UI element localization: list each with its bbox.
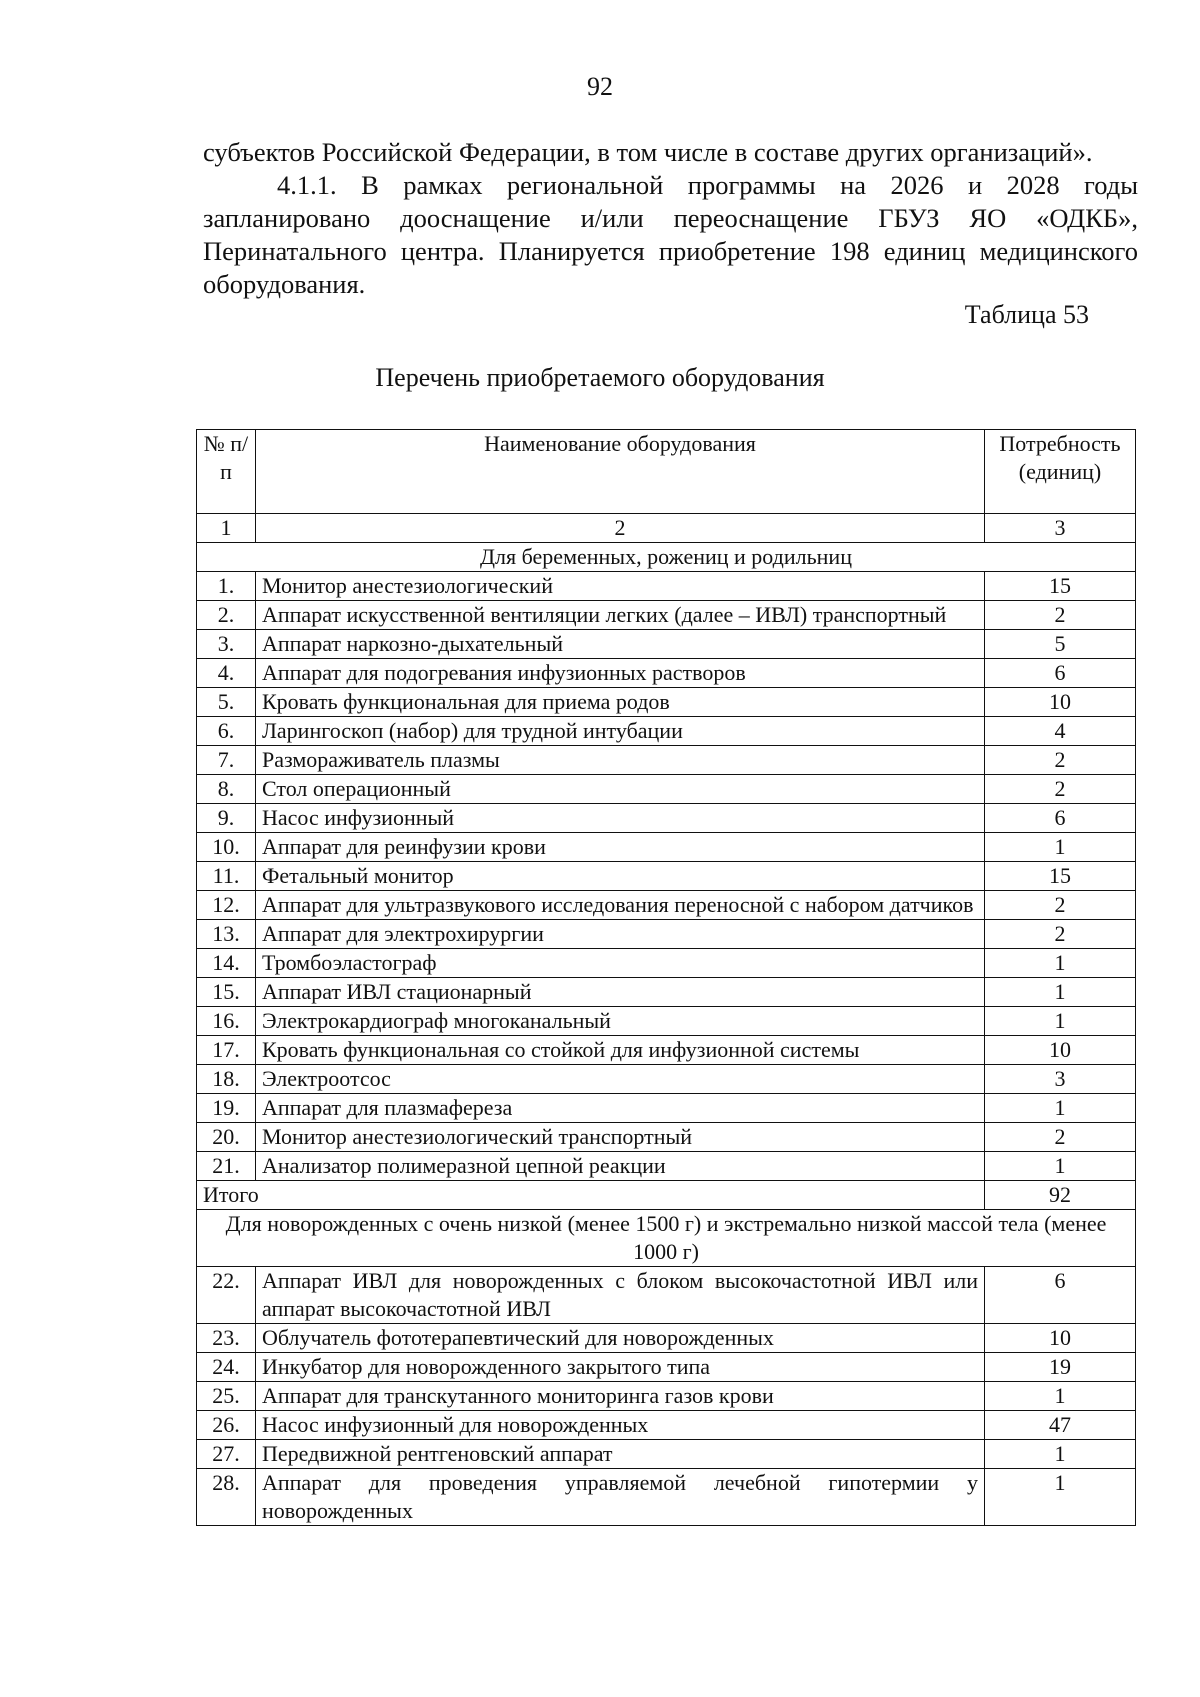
row-quantity: 10	[985, 1036, 1136, 1065]
row-number: 21.	[197, 1152, 256, 1181]
row-quantity: 3	[985, 1065, 1136, 1094]
row-quantity: 10	[985, 1324, 1136, 1353]
row-number: 23.	[197, 1324, 256, 1353]
row-name: Аппарат для электрохирургии	[256, 920, 985, 949]
row-quantity: 5	[985, 630, 1136, 659]
row-name: Электрокардиограф многоканальный	[256, 1007, 985, 1036]
row-number: 17.	[197, 1036, 256, 1065]
row-quantity: 6	[985, 1267, 1136, 1324]
row-quantity: 2	[985, 601, 1136, 630]
total-row	[197, 1181, 1136, 1210]
row-quantity: 15	[985, 572, 1136, 601]
row-number: 8.	[197, 775, 256, 804]
total-value: 92	[985, 1181, 1136, 1210]
row-number: 2.	[197, 601, 256, 630]
row-quantity: 1	[985, 978, 1136, 1007]
row-number: 11.	[197, 862, 256, 891]
column-index-row	[197, 514, 1136, 543]
section-row-pregnant	[197, 543, 1136, 572]
row-quantity: 2	[985, 920, 1136, 949]
row-number: 16.	[197, 1007, 256, 1036]
table-row	[197, 1440, 1136, 1469]
row-number: 19.	[197, 1094, 256, 1123]
section-title: Для новорожденных с очень низкой (менее 1500 г) и экстремально низкой массой тела (менее 1000 г)	[197, 1210, 1136, 1267]
table-row	[197, 1065, 1136, 1094]
row-number: 5.	[197, 688, 256, 717]
row-quantity: 15	[985, 862, 1136, 891]
table-row	[197, 891, 1136, 920]
row-quantity: 2	[985, 775, 1136, 804]
row-quantity: 6	[985, 659, 1136, 688]
row-name: Аппарат наркозно-дыхательный	[256, 630, 985, 659]
row-number: 18.	[197, 1065, 256, 1094]
row-quantity: 4	[985, 717, 1136, 746]
column-index: 2	[256, 514, 985, 543]
row-number: 4.	[197, 659, 256, 688]
row-quantity: 1	[985, 1152, 1136, 1181]
table-row	[197, 601, 1136, 630]
row-number: 10.	[197, 833, 256, 862]
section-title: Для беременных, рожениц и родильниц	[197, 543, 1136, 572]
row-number: 9.	[197, 804, 256, 833]
table-header-row	[197, 430, 1136, 514]
table-row	[197, 920, 1136, 949]
row-name: Аппарат для плазмафереза	[256, 1094, 985, 1123]
row-number: 7.	[197, 746, 256, 775]
row-number: 20.	[197, 1123, 256, 1152]
row-quantity: 1	[985, 1094, 1136, 1123]
table-row	[197, 688, 1136, 717]
table-row	[197, 804, 1136, 833]
row-name: Размораживатель плазмы	[256, 746, 985, 775]
row-name: Аппарат ИВЛ для новорожденных с блоком высокочастотной ИВЛ или аппарат высокочастотной ИВЛ	[256, 1267, 985, 1324]
row-quantity: 1	[985, 1382, 1136, 1411]
table-row	[197, 1353, 1136, 1382]
row-name: Монитор анестезиологический транспортный	[256, 1123, 985, 1152]
table-row	[197, 1036, 1136, 1065]
row-name: Тромбоэластограф	[256, 949, 985, 978]
row-quantity: 47	[985, 1411, 1136, 1440]
table-row	[197, 659, 1136, 688]
row-quantity: 1	[985, 1440, 1136, 1469]
row-name: Аппарат для реинфузии крови	[256, 833, 985, 862]
row-quantity: 1	[985, 1007, 1136, 1036]
table-row	[197, 572, 1136, 601]
table-row	[197, 775, 1136, 804]
table-row	[197, 1123, 1136, 1152]
row-name: Насос инфузионный	[256, 804, 985, 833]
row-name: Аппарат искусственной вентиляции легких (далее – ИВЛ) транспортный	[256, 601, 985, 630]
page-number: 92	[587, 72, 613, 101]
table-label: Таблица 53	[964, 300, 1089, 329]
table-row	[197, 746, 1136, 775]
table-title: Перечень приобретаемого оборудования	[375, 363, 825, 392]
row-name: Кровать функциональная для приема родов	[256, 688, 985, 717]
row-number: 24.	[197, 1353, 256, 1382]
row-number: 28.	[197, 1469, 256, 1526]
table-row	[197, 978, 1136, 1007]
table-row	[197, 1382, 1136, 1411]
row-quantity: 10	[985, 688, 1136, 717]
table-row	[197, 1469, 1136, 1526]
row-name: Аппарат для проведения управляемой лечебной гипотермии у новорожденных	[256, 1469, 985, 1526]
table-row	[197, 1267, 1136, 1324]
row-name: Передвижной рентгеновский аппарат	[256, 1440, 985, 1469]
row-number: 15.	[197, 978, 256, 1007]
row-number: 25.	[197, 1382, 256, 1411]
row-quantity: 1	[985, 1469, 1136, 1526]
row-number: 3.	[197, 630, 256, 659]
table-row	[197, 1411, 1136, 1440]
table-row	[197, 717, 1136, 746]
equipment-table	[196, 429, 1136, 1526]
table-row	[197, 1324, 1136, 1353]
row-name: Насос инфузионный для новорожденных	[256, 1411, 985, 1440]
row-number: 27.	[197, 1440, 256, 1469]
row-name: Облучатель фототерапевтический для новорожденных	[256, 1324, 985, 1353]
row-quantity: 2	[985, 746, 1136, 775]
row-name: Фетальный монитор	[256, 862, 985, 891]
table-row	[197, 862, 1136, 891]
row-quantity: 1	[985, 833, 1136, 862]
column-index: 3	[985, 514, 1136, 543]
row-name: Электроотсос	[256, 1065, 985, 1094]
header-quantity: Потребность (единиц)	[985, 430, 1136, 514]
row-name: Ларингоскоп (набор) для трудной интубации	[256, 717, 985, 746]
table-row	[197, 1094, 1136, 1123]
table-row	[197, 833, 1136, 862]
total-label: Итого	[197, 1181, 985, 1210]
row-number: 12.	[197, 891, 256, 920]
row-name: Анализатор полимеразной цепной реакции	[256, 1152, 985, 1181]
row-name: Аппарат ИВЛ стационарный	[256, 978, 985, 1007]
row-name: Стол операционный	[256, 775, 985, 804]
table-row	[197, 1152, 1136, 1181]
header-number: № п/п	[197, 430, 256, 514]
table-row	[197, 949, 1136, 978]
paragraph-intro: субъектов Российской Федерации, в том числе в составе других организаций».	[203, 137, 1093, 167]
row-name: Кровать функциональная со стойкой для инфузионной системы	[256, 1036, 985, 1065]
row-quantity: 6	[985, 804, 1136, 833]
row-number: 26.	[197, 1411, 256, 1440]
row-name: Аппарат для ультразвукового исследования переносной с набором датчиков	[256, 891, 985, 920]
row-quantity: 2	[985, 891, 1136, 920]
row-number: 14.	[197, 949, 256, 978]
paragraph-program: 4.1.1. В рамках региональной программы на 2026 и 2028 годы запланировано дооснащение и/или переоснащение ГБУЗ ЯО «ОДКБ», Перинатального центра. Планируется приобретение 198 единиц медицинского оборудования.	[203, 170, 1138, 299]
section-row-newborn	[197, 1210, 1136, 1267]
table-row	[197, 1007, 1136, 1036]
row-name: Аппарат для подогревания инфузионных растворов	[256, 659, 985, 688]
row-number: 1.	[197, 572, 256, 601]
row-quantity: 2	[985, 1123, 1136, 1152]
row-name: Аппарат для транскутанного мониторинга газов крови	[256, 1382, 985, 1411]
row-name: Монитор анестезиологический	[256, 572, 985, 601]
row-number: 22.	[197, 1267, 256, 1324]
row-number: 6.	[197, 717, 256, 746]
row-name: Инкубатор для новорожденного закрытого типа	[256, 1353, 985, 1382]
table-row	[197, 630, 1136, 659]
row-quantity: 19	[985, 1353, 1136, 1382]
row-quantity: 1	[985, 949, 1136, 978]
header-name: Наименование оборудования	[256, 430, 985, 514]
column-index: 1	[197, 514, 256, 543]
row-number: 13.	[197, 920, 256, 949]
